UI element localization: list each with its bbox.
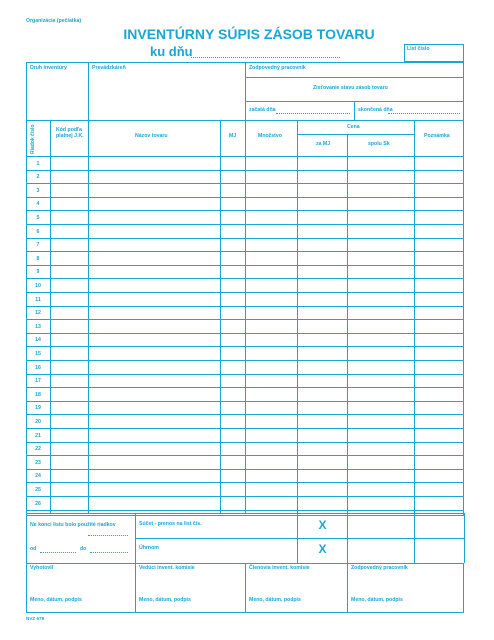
responsible-label: Zodpovedný pracovník (249, 65, 306, 71)
finding-label: Zisťovanie stavu zásob tovaru (313, 85, 388, 91)
unused-rows-field[interactable] (88, 535, 128, 536)
column-row-number: Riadok číslo (30, 124, 36, 154)
table-row[interactable] (26, 442, 464, 443)
column-note: Poznámka (424, 133, 450, 139)
table-row[interactable] (26, 210, 464, 211)
from-label: od (30, 546, 37, 552)
table-row[interactable] (26, 414, 464, 415)
sign-label-3: Meno, dátum, podpis (249, 597, 301, 603)
column-name: Názov tovaru (135, 133, 168, 139)
table-row[interactable] (26, 401, 464, 402)
total-label: Úhrnom (139, 545, 159, 551)
table-row[interactable] (26, 224, 464, 225)
issued-by-label: Vyhotovil (30, 565, 54, 571)
row-number: 3 (36, 187, 40, 194)
date-dotted-line[interactable] (191, 57, 340, 58)
end-day-label: skončená dňa (358, 107, 393, 113)
row-number: 22 (35, 446, 41, 453)
row-number: 19 (35, 405, 41, 412)
table-row[interactable] (26, 170, 464, 171)
row-number: 7 (36, 242, 40, 249)
row-number: 12 (35, 310, 41, 317)
table-row[interactable] (26, 306, 464, 307)
row-number: 23 (35, 459, 41, 466)
table-row[interactable] (26, 496, 464, 497)
row-number: 11 (35, 296, 41, 303)
warehouse-label: Prevádzkáreň (92, 65, 126, 71)
table-row[interactable] (26, 346, 464, 347)
table-row[interactable] (26, 183, 464, 184)
sign-label-1: Meno, dátum, podpis (30, 597, 82, 603)
table-row[interactable] (26, 428, 464, 429)
row-number: 1 (36, 160, 40, 167)
sheet-number-label: List číslo (407, 46, 430, 52)
row-number: 13 (35, 323, 41, 330)
table-row[interactable] (26, 278, 464, 279)
row-number: 10 (35, 282, 41, 289)
start-day-label: začatá dňa (249, 107, 276, 113)
sign-label-4: Meno, dátum, podpis (351, 597, 403, 603)
table-row[interactable] (26, 482, 464, 483)
unused-rows-label: Ne konci listu bolo použité riadkov (30, 522, 116, 528)
row-number: 21 (35, 432, 41, 439)
row-number: 8 (36, 255, 40, 262)
row-number: 20 (35, 418, 41, 425)
table-row[interactable] (26, 265, 464, 266)
row-number: 14 (35, 337, 41, 344)
row-number: 26 (35, 500, 41, 507)
row-number: 2 (36, 174, 40, 181)
table-row[interactable] (26, 333, 464, 334)
table-row[interactable] (26, 374, 464, 375)
column-quantity: Množstvo (258, 133, 282, 139)
end-day-field[interactable] (388, 113, 460, 114)
form-subtitle: ku dňu (150, 44, 193, 59)
form-code: NVZ 679 (26, 616, 45, 621)
row-number: 15 (35, 350, 41, 357)
sign-label-2: Meno, dátum, podpis (139, 597, 191, 603)
table-row[interactable] (26, 238, 464, 239)
sum-transfer-label: Súčet - prenos na list čís. (139, 521, 202, 527)
x-mark-sum: X (318, 518, 327, 532)
row-number: 24 (35, 473, 41, 480)
table-row[interactable] (26, 510, 464, 511)
row-number: 9 (36, 269, 40, 276)
table-row[interactable] (26, 251, 464, 252)
to-label: do (80, 546, 87, 552)
responsible-worker-label: Zodpovedný pracovník (351, 565, 408, 571)
inventory-type-label: Druh inventúry (30, 65, 67, 71)
commission-members-label: Členovia invent. komisie (249, 565, 310, 571)
form-title: INVENTÚRNY SÚPIS ZÁSOB TOVARU (123, 26, 375, 42)
table-row[interactable] (26, 455, 464, 456)
column-price-total: spolu Sk (368, 141, 390, 147)
from-field[interactable] (40, 552, 76, 553)
table-row[interactable] (26, 292, 464, 293)
row-number: 5 (36, 214, 40, 221)
row-number: 25 (35, 486, 41, 493)
row-number: 18 (35, 391, 41, 398)
column-price-per-unit: za MJ (316, 141, 331, 147)
x-mark-total: X (318, 542, 327, 556)
commission-head-label: Vedúci invent. komisie (139, 565, 195, 571)
row-number: 16 (35, 364, 41, 371)
column-unit: MJ (229, 133, 237, 139)
table-row[interactable] (26, 387, 464, 388)
table-row[interactable] (26, 319, 464, 320)
row-number: 6 (36, 228, 40, 235)
column-code: Kód podľa platnej J.K. (56, 127, 84, 139)
table-row[interactable] (26, 469, 464, 470)
start-day-field[interactable] (276, 113, 350, 114)
to-field[interactable] (90, 552, 128, 553)
table-row[interactable] (26, 197, 464, 198)
row-number: 17 (35, 378, 41, 385)
organization-label: Organizácia (pečiatka) (26, 18, 82, 24)
table-row[interactable] (26, 360, 464, 361)
column-price: Cena (347, 124, 360, 130)
row-number: 4 (36, 201, 40, 208)
